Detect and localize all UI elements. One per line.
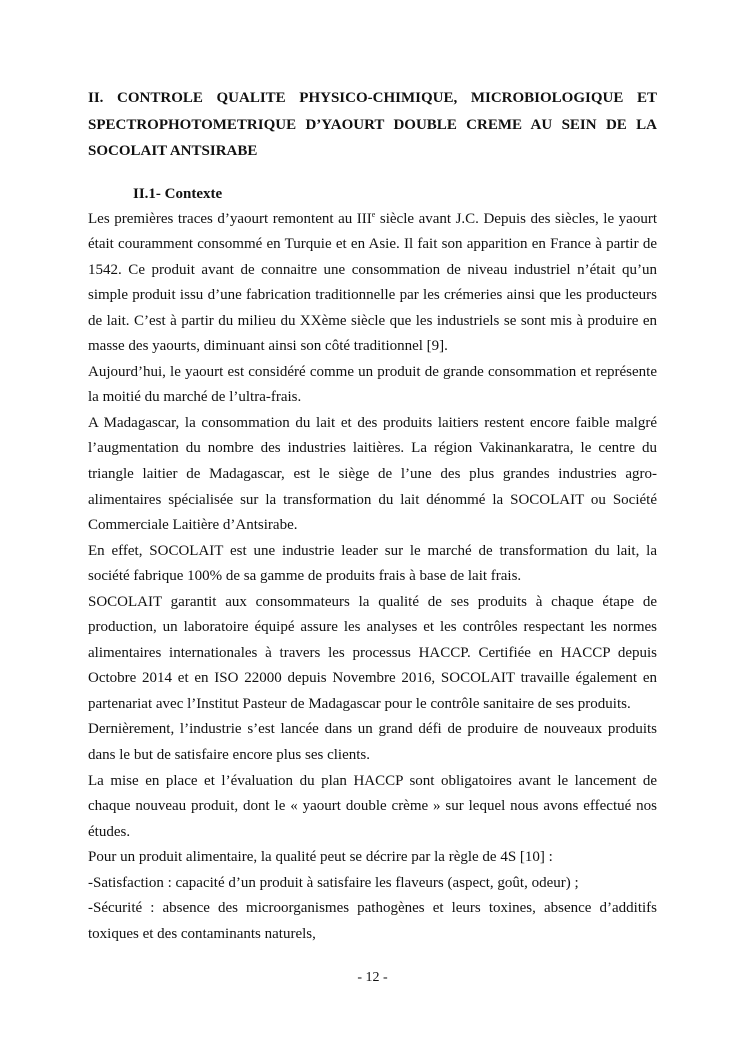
text-line: En effet, SOCOLAIT est une industrie leader sur le marché de transformation du lait, la: [88, 542, 657, 559]
superscript: e: [371, 209, 376, 219]
text-line: triangle laitier de Madagascar, est le siège de l’une des plus grandes industries agro-: [88, 465, 657, 482]
text-line: simple produit issu d’une fabrication traditionnelle par les crémeries ainsi que les producteurs: [88, 287, 657, 304]
text-line: toxiques et des contaminants naturels,: [88, 925, 316, 942]
title-line: II. CONTROLE QUALITE PHYSICO-CHIMIQUE, MICROBIOLOGIQUE ET: [88, 90, 657, 106]
text-line: masse des yaourts, diminuant ainsi son côté traditionnel [9].: [88, 338, 448, 355]
section-title: [88, 85, 657, 165]
title-line: SOCOLAIT ANTSIRABE: [88, 143, 258, 159]
text-line: société fabrique 100% de sa gamme de produits frais à base de lait frais.: [88, 568, 522, 585]
text-line: la moitié du marché de l’ultra-frais.: [88, 389, 302, 406]
text-line: était couramment consommé en Turquie et en Asie. Il fait son apparition en France à partir de: [88, 236, 657, 253]
subsection-heading: II.1- Contexte: [133, 185, 223, 202]
document-page: [88, 85, 657, 947]
text-line: production, un laboratoire équipé assure les analyses et les contrôles respectant les normes: [88, 619, 657, 636]
text-line: SOCOLAIT garantit aux consommateurs la qualité de ses produits à chaque étape de: [88, 593, 657, 610]
text-line: de lait. C’est à partir du milieu du XXème siècle que les industriels se sont mis à produire en: [88, 312, 657, 329]
text-line: Octobre 2014 et en ISO 22000 depuis Novembre 2016, SOCOLAIT travaille également en: [88, 670, 657, 687]
text-line: 1542. Ce produit avant de connaitre une consommation de niveau industriel n’était qu’un: [88, 261, 657, 278]
text-line: Commerciale Laitière d’Antsirabe.: [88, 517, 298, 534]
text-line: alimentaires spécialisée sur la transformation du lait dénommé la SOCOLAIT ou Société: [88, 491, 657, 508]
text-line: l’augmentation du nombre des industries laitières. La région Vakinankaratra, le centre du: [88, 440, 657, 457]
text-line: [88, 207, 657, 233]
text-line: La mise en place et l’évaluation du plan HACCP sont obligatoires avant le lancement de: [88, 772, 657, 789]
title-line: SPECTROPHOTOMETRIQUE D’YAOURT DOUBLE CREME AU SEIN DE LA: [88, 116, 657, 133]
text-line: dans le but de satisfaire encore plus ses clients.: [88, 746, 370, 763]
text-line: études.: [88, 823, 131, 840]
text-line: Pour un produit alimentaire, la qualité peut se décrire par la règle de 4S [10] :: [88, 849, 553, 866]
text-line: partenariat avec l’Institut Pasteur de Madagascar pour le contrôle sanitaire de ses produits.: [88, 695, 631, 712]
text-line: chaque nouveau produit, dont le « yaourt double crème » sur lequel nous avons effectué nos: [88, 798, 657, 815]
text-line: Aujourd’hui, le yaourt est considéré comme un produit de grande consommation et représente: [88, 363, 657, 380]
text-line: Dernièrement, l’industrie s’est lancée dans un grand défi de produire de nouveaux produits: [88, 721, 657, 738]
body-text: [88, 207, 657, 948]
page-number: - 12 -: [357, 970, 388, 985]
text-segment: siècle avant J.C. Depuis des siècles, le yaourt: [375, 210, 657, 227]
text-line: -Sécurité : absence des microorganismes pathogènes et leurs toxines, absence d’additifs: [88, 900, 657, 917]
text-line: -Satisfaction : capacité d’un produit à satisfaire les flaveurs (aspect, goût, odeur) ;: [88, 874, 579, 891]
text-line: A Madagascar, la consommation du lait et des produits laitiers restent encore faible malgré: [88, 414, 657, 431]
text-segment: Les premières traces d’yaourt remontent au III: [88, 210, 372, 227]
text-line: alimentaires internationales à travers les processus HACCP. Certifiée en HACCP depuis: [88, 644, 657, 661]
